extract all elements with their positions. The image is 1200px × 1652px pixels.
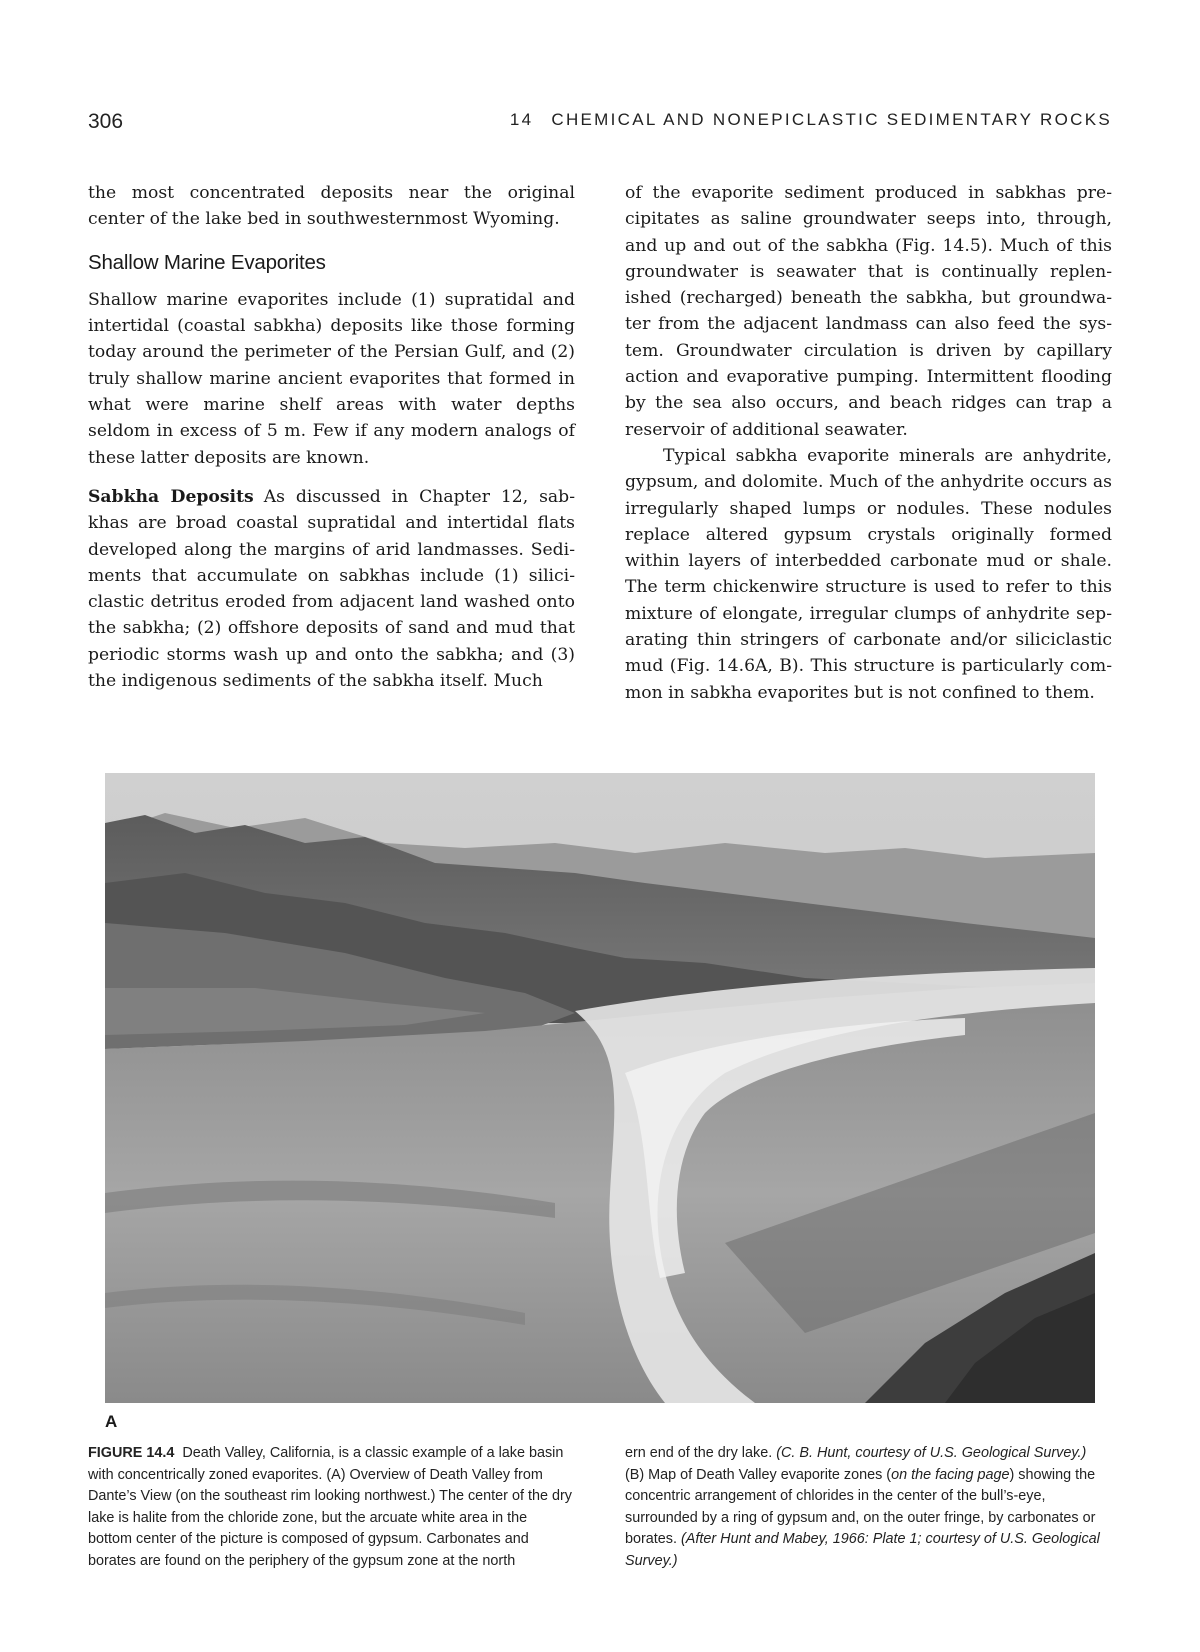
subsection-paragraph: As discussed in Chapter 12, sabkhas are broad coastal supratidal and intertidal ﬂats developed along the margins of arid landmasses. Sediments that accumulate on sabkhas include (1) siliciclastic detritus eroded from adjacent land washed onto the sabkha; (2) offshore deposits of sand and mud that periodic storms wash up and onto the sabkha; and (3) the indigenous sediments of the sabkha itself. Much [88,486,575,692]
caption-credit-2: (After Hunt and Mabey, 1966: Plate 1; courtesy of U.S. Geological Survey.) [625,1531,1100,1569]
subsection-paragraph-block [88,484,575,694]
caption-credit-1: (C. B. Hunt, courtesy of U.S. Geological Survey.) [776,1445,1087,1461]
chapter-title: CHEMICAL AND NONEPICLASTIC SEDIMENTARY ROCKS [551,110,1112,129]
landscape-illustration [105,773,1095,1403]
figure-panel-label: A [105,1412,118,1431]
left-column [88,180,575,694]
figure-label: FIGURE 14.4 [88,1445,175,1461]
figure-caption-left [88,1443,575,1572]
intro-paragraph: the most concentrated deposits near the original center of the lake bed in southwesternmost Wyoming. [88,183,575,230]
right-column [625,180,1112,706]
chapter-number: 14 [509,110,534,129]
caption-right-text-2a: (B) Map of Death Valley evaporite zones ( [625,1466,892,1483]
death-valley-photo [105,773,1095,1403]
section-heading: Shallow Marine Evaporites [88,250,326,274]
right-paragraph-2: Typical sabkha evaporite minerals are anhydrite, gypsum, and dolomite. Much of the anhydrite occurs as irregularly shaped lumps or nodules. These nodules replace altered gypsum crystals originally formed within layers of interbedded carbonate mud or shale. The term chickenwire structure is used to refer to this mixture of elongate, irregular clumps of anhydrite separating thin stringers of carbonate and/or siliciclastic mud (Fig. 14.6A, B). This structure is particularly common in sabkha evaporites but is not confined to them. [625,445,1112,703]
caption-right-text-1: ern end of the dry lake. [625,1445,773,1461]
running-header [88,110,1112,140]
section-paragraph: Shallow marine evaporites include (1) supratidal and intertidal (coastal sabkha) deposits like those forming today around the perimeter of the Persian Gulf, and (2) truly shallow marine ancient evaporites that formed in what were marine shelf areas with water depths seldom in excess of 5 m. Few if any modern analogs of these latter deposits are known. [88,289,575,468]
caption-right-italic: on the facing page [891,1466,1010,1483]
running-title [510,110,1112,130]
caption-left-text: Death Valley, California, is a classic example of a lake basin with concentrically zoned evaporites. (A) Overview of Death Valley from Dante’s View (on the southeast rim looking northwest.) The center of the dry lake is halite from the chloride zone, but the arcuate white area in the bottom center of the picture is composed of gypsum. Carbonates and borates are found on the periphery of the gypsum zone at the north [88,1445,572,1569]
subsection-heading: Sabkha Deposits [88,486,254,507]
caption-right-text-2b: ) showing the concentric arrangement of chlorides in the center of the bull’s-eye, surrounded by a ring of gypsum and, on the outer fringe, by carbonates or borates. [625,1466,1096,1547]
right-paragraph-1: of the evaporite sediment produced in sabkhas precipitates as saline groundwater seeps into, through, and up and out of the sabkha (Fig. 14.5). Much of this groundwater is seawater that is continually replenished (recharged) beneath the sabkha, but groundwater from the adjacent landmass can also feed the system. Groundwater circulation is driven by capillary action and evaporative pumping. Intermittent ﬂooding by the sea also occurs, and beach ridges can trap a reservoir of additional seawater. [625,183,1112,440]
page-number: 306 [88,110,124,133]
figure-caption-right [625,1443,1112,1572]
